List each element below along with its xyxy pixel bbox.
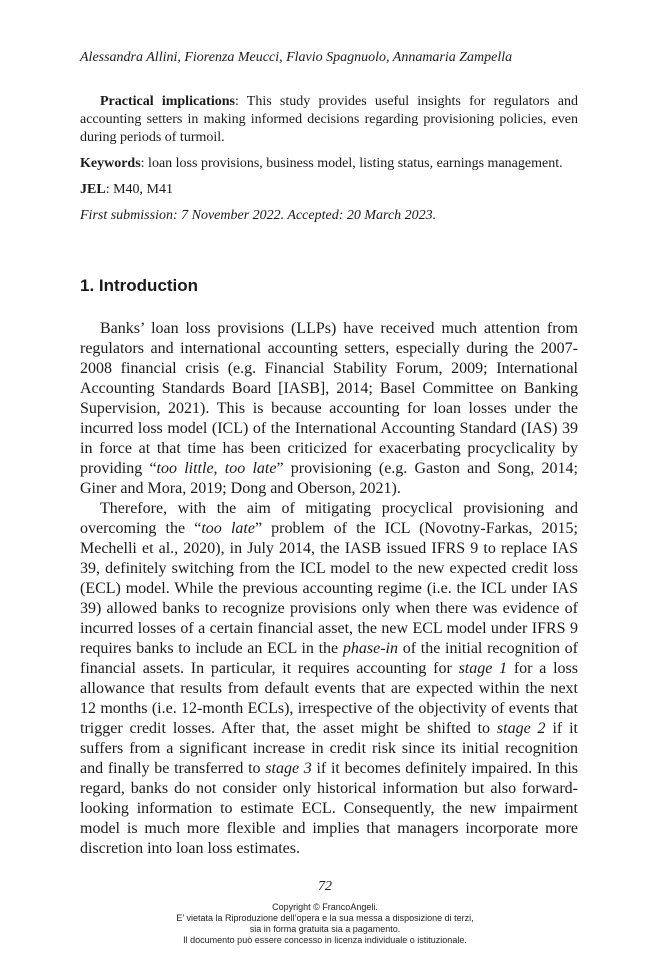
copyright-line: Copyright © FrancoAngeli. bbox=[272, 902, 378, 912]
copyright-notice-1: E’ vietata la Riproduzione dell’opera e la sua messa a disposizione di terzi, bbox=[176, 913, 474, 923]
section-heading-introduction: 1. Introduction bbox=[80, 276, 199, 295]
p2-italic-3: stage 1 bbox=[458, 660, 508, 677]
jel-codes bbox=[80, 181, 578, 199]
p2-text-1: Therefore, with the aim of mitigating procyclical provisioning and overcoming the “ bbox=[80, 500, 578, 537]
keywords bbox=[80, 155, 578, 173]
copyright-notice-2: sia in forma gratuita sia a pagamento. bbox=[249, 924, 401, 934]
introduction-body bbox=[80, 319, 578, 859]
p1-text-1: Banks’ loan loss provisions (LLPs) have received much attention from regulators and international accounting setters, especially during the 2007-2008 financial crisis (e.g. Financial Stability Forum, 2009; International Accounting Standards Board [IASB], 2014; Basel Committee on Banking Supervision, 2021). This is because accounting for loan losses under the incurred loss model (ICL) of the International Accounting Standard (IAS) 39 in force at that time has been criticized for exacerbating procyclicality by providing “ bbox=[80, 320, 578, 477]
running-head-authors: Alessandra Allini, Fiorenza Meucci, Flavio Spagnuolo, Annamaria Zampella bbox=[80, 50, 513, 65]
p2-text-2: ” problem of the ICL (Novotny-Farkas, 2015; Mechelli et al., 2020), in July 2014, the IASB issued IFRS 9 to replace IAS 39, definitely switching from the ICL model to the new expected credit loss (ECL) model. While the previous accounting regime (i.e. the ICL under IAS 39) allowed banks to recognize provisions only when there was evidence of incurred losses of a certain financial asset, the new ECL model under IFRS 9 requires banks to include an ECL in the bbox=[80, 520, 579, 657]
p2-text-6: if it becomes definitely impaired. In this regard, banks do not consider only historical information but also forward-looking information to estimate ECL. Consequently, the new impairment model is much more flexible and implies that managers incorporate more discretion into loan loss estimates. bbox=[80, 760, 579, 857]
practical-implications bbox=[80, 93, 578, 147]
p2-italic-2: phase-in bbox=[342, 640, 398, 657]
p1-text-2: ” provisioning (e.g. Gaston and Song, 2014; Giner and Mora, 2019; Dong and Oberson, 2021). bbox=[80, 460, 578, 497]
copyright-footer bbox=[0, 902, 650, 946]
jel-text: : M40, M41 bbox=[105, 182, 173, 197]
p2-italic-1: too late bbox=[201, 520, 255, 537]
keywords-text: : loan loss provisions, business model, listing status, earnings management. bbox=[140, 156, 563, 171]
submission-dates: First submission: 7 November 2022. Accepted: 20 March 2023. bbox=[80, 208, 437, 223]
paragraph-1 bbox=[80, 319, 578, 499]
p2-text-5: if it suffers from a significant increase in credit risk since its initial recognition and finally be transferred to bbox=[80, 720, 578, 777]
jel-label: JEL bbox=[80, 182, 106, 197]
p2-italic-5: stage 3 bbox=[265, 760, 312, 777]
p2-italic-4: stage 2 bbox=[496, 720, 546, 737]
p2-text-4: for a loss allowance that results from default events that are expected within the next 12 months (i.e. 12-month ECLs), irrespective of the objectivity of events that trigger credit losses. After that, the asset might be shifted to bbox=[80, 660, 578, 737]
p1-italic-1: too little, too late bbox=[156, 460, 277, 477]
copyright-notice-3: Il documento può essere concesso in licenza individuale o istituzionale. bbox=[183, 935, 467, 945]
implications-label: Practical implications bbox=[100, 94, 235, 109]
paragraph-2 bbox=[80, 499, 578, 859]
page-number: 72 bbox=[318, 879, 332, 894]
implications-text: : This study provides useful insights for regulators and accounting setters in making informed decisions regarding provisioning policies, even during periods of turmoil. bbox=[80, 94, 578, 145]
p2-text-3: of the initial recognition of financial assets. In particular, it requires accounting for bbox=[80, 640, 578, 677]
keywords-label: Keywords bbox=[80, 156, 141, 171]
abstract-block bbox=[80, 93, 578, 233]
